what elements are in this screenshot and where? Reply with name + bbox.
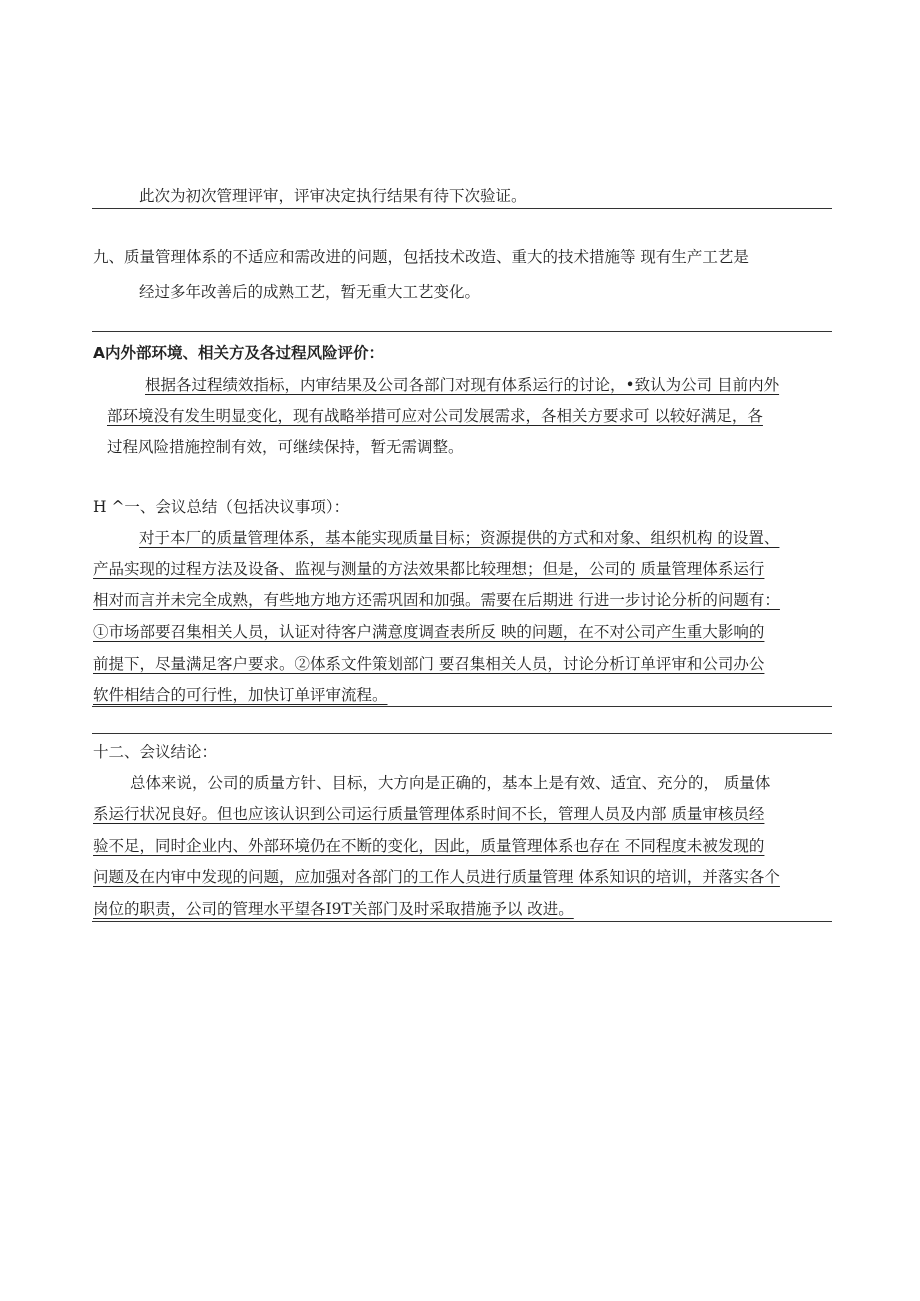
section11-line-1: 对于本厂的质量管理体系，基本能实现质量目标；资源提供的方式和对象、组织机构 的设置、 (139, 529, 780, 547)
section12-heading: 十二、会议结论： (93, 743, 218, 761)
section8-text: 此次为初次管理评审，评审决定执行结果有待下次验证。 (139, 187, 527, 205)
divider (92, 208, 832, 209)
divider (92, 706, 832, 707)
section9-line-1: 九、质量管理体系的不适应和需改进的问题，包括技术改造、重大的技术措施等 现有生产工艺是 (93, 248, 749, 266)
section11-heading: H ^一、会议总结（包括决议事项）： (93, 498, 350, 516)
section12-line-1: 总体来说，公司的质量方针、目标，大方向是正确的，基本上是有效、适宜、充分的， 质量体 (130, 774, 771, 792)
section12-line-5: 岗位的职责，公司的管理水平望各I9T关部门及时采取措施予以 改进。 (93, 900, 574, 918)
section11-line-4: ①市场部要召集相关人员，认证对待客户满意度调查表所反 映的问题，在不对公司产生重大影响的 (93, 623, 765, 641)
divider (92, 921, 832, 922)
section12-line-2: 系运行状况良好。但也应该认识到公司运行质量管理体系时间不长，管理人员及内部 质量审核员经 (93, 805, 765, 823)
section11-line-5: 前提下，尽量满足客户要求。②体系文件策划部门 要召集相关人员，讨论分析订单评审和公司办公 (93, 655, 765, 673)
section10-line-3: 过程风险措施控制有效，可继续保持，暂无需调整。 (107, 438, 464, 456)
section12-line-4: 问题及在内审中发现的问题，应加强对各部门的工作人员进行质量管理 体系知识的培训，并落实各个 (93, 868, 780, 886)
divider (92, 331, 832, 332)
section9-line-2: 经过多年改善后的成熟工艺，暂无重大工艺变化。 (139, 283, 481, 301)
section11-line-6: 软件相结合的可行性，加快订单评审流程。 (93, 686, 388, 704)
section10-line-2: 部环境没有发生明显变化，现有战略举措可应对公司发展需求，各相关方要求可 以较好满足，各 (107, 407, 763, 425)
section10-heading: A内外部环境、相关方及各过程风险评价： (93, 344, 384, 362)
section11-line-3: 相对而言并未完全成熟，有些地方地方还需巩固和加强。需要在后期进 行进一步讨论分析的问题有： (93, 591, 780, 609)
section12-line-3: 验不足，同时企业内、外部环境仍在不断的变化，因此，质量管理体系也存在 不同程度未被发现的 (93, 837, 765, 855)
section10-line-1: 根据各过程绩效指标，内审结果及公司各部门对现有体系运行的讨论，•致认为公司 目前内外 (145, 376, 780, 394)
section11-line-2: 产品实现的过程方法及设备、监视与测量的方法效果都比较理想；但是，公司的 质量管理体系运行 (93, 560, 765, 578)
divider (92, 733, 832, 734)
